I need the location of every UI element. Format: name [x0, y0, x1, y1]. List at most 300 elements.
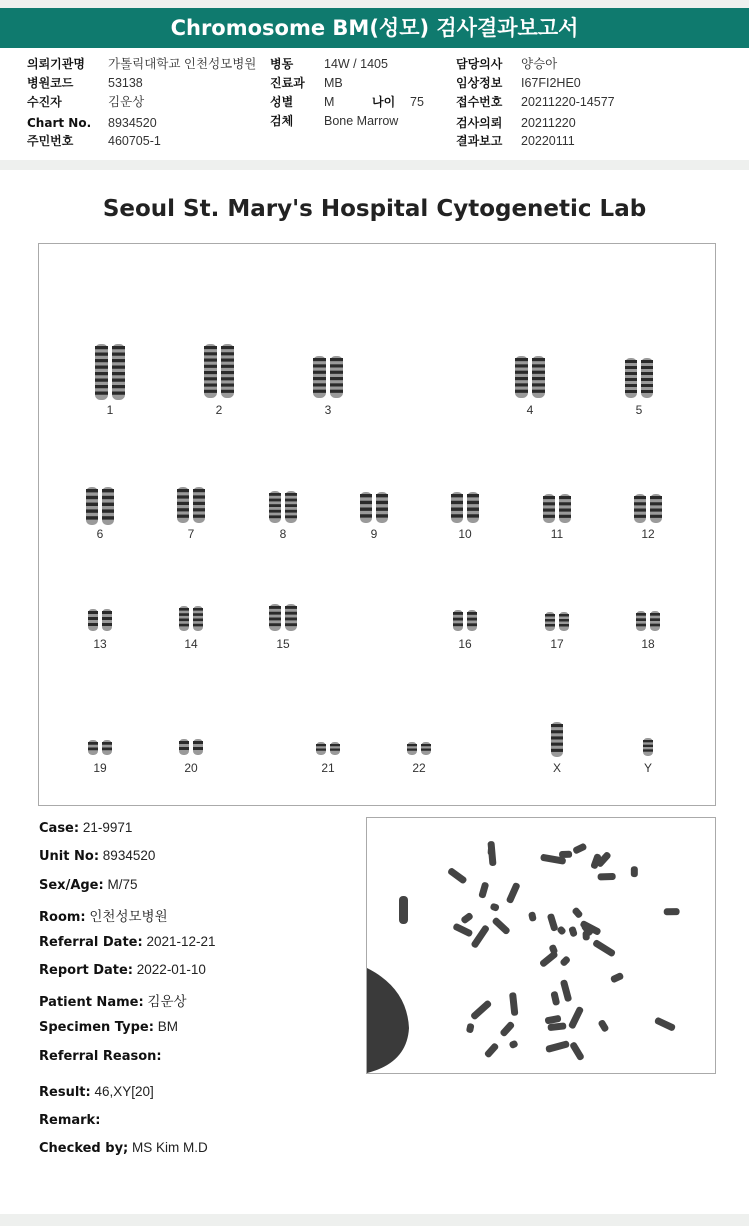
chromosome-band	[204, 371, 217, 374]
chromosome-band	[193, 495, 205, 498]
checked-by-value: MS Kim M.D	[132, 1140, 208, 1155]
chromosome-band	[269, 612, 281, 615]
result-value: 46,XY[20]	[94, 1084, 154, 1099]
chromosome-band	[559, 619, 569, 622]
info-value-department: MB	[324, 76, 343, 90]
metaphase-chromosome	[631, 866, 638, 877]
metaphase-chromosome	[470, 924, 490, 949]
karyogram-panel	[38, 243, 716, 806]
chromosome-pair-5	[625, 358, 653, 417]
chromosome-band	[86, 516, 98, 519]
chromosome-band	[376, 508, 388, 511]
metaphase-chromosome	[487, 846, 495, 856]
chromosome-label: 21	[321, 761, 335, 775]
chromosome-band	[285, 504, 297, 507]
chromosome-band	[88, 611, 98, 614]
chromosome-band	[221, 390, 234, 393]
chromosome-band	[102, 496, 114, 499]
metaphase-chromosome	[506, 882, 521, 904]
report-date-label: Report Date:	[39, 963, 134, 978]
chromosome-band	[193, 747, 203, 750]
chromosome-band	[313, 377, 326, 380]
chromosome-band	[313, 371, 326, 374]
chromosome-band	[112, 392, 125, 395]
metaphase-chromosome	[559, 955, 571, 967]
chromosome-pair-11	[543, 494, 571, 541]
chromosome-band	[193, 741, 203, 744]
chromosome-band	[451, 501, 463, 504]
chromosome-band	[285, 623, 297, 626]
chromosome-band	[543, 502, 555, 505]
chromosome-pair-10	[451, 492, 479, 541]
metaphase-chromosome	[491, 916, 511, 935]
chromosome-band	[625, 378, 637, 381]
chromosome-band	[330, 383, 343, 386]
chromosome-band	[95, 372, 108, 375]
chromosome-pair-1	[95, 344, 125, 417]
lab-title: Seoul St. Mary's Hospital Cytogenetic Lab	[102, 196, 647, 222]
chromosome-band	[221, 365, 234, 368]
chromosome-band	[95, 359, 108, 362]
metaphase-chromosome	[547, 913, 559, 932]
info-label-chart-no: Chart No.	[27, 116, 92, 130]
chromosome-pair-X	[551, 722, 563, 775]
chromosome-band	[360, 514, 372, 517]
metaphase-chromosome	[447, 867, 468, 885]
chromosome-band	[451, 508, 463, 511]
chromosome-band	[376, 501, 388, 504]
info-label-specimen: 검체	[270, 114, 294, 128]
chromosome-band	[193, 624, 203, 627]
chromosome-band	[285, 493, 297, 496]
metaphase-chromosome	[568, 1006, 584, 1030]
info-label-physician: 담당의사	[456, 57, 503, 71]
chromosome-band	[643, 745, 653, 747]
referral-reason-label: Referral Reason:	[39, 1049, 162, 1064]
chromosome-band	[95, 346, 108, 349]
chromosome-pair-14	[179, 606, 203, 651]
chromosome-band	[179, 613, 189, 616]
chromosome-band	[650, 613, 660, 616]
case-row-unit	[39, 848, 155, 864]
chromosome-label: 7	[187, 527, 195, 541]
chromosome-band	[86, 496, 98, 499]
checked-by-label: Checked by;	[39, 1141, 129, 1156]
chromosome-band	[467, 494, 479, 497]
metaphase-chromosome	[452, 922, 473, 937]
chromosome-band	[634, 509, 646, 512]
chromosome-label: 4	[526, 403, 534, 417]
chromosome-pair-22	[407, 742, 431, 775]
chromosome-band	[193, 613, 203, 616]
chromosome-band	[650, 515, 662, 518]
chromosome-band	[102, 516, 114, 519]
chromosome-label: 6	[96, 527, 104, 541]
chromosome-band	[313, 383, 326, 386]
chromosome-band	[269, 510, 281, 513]
chromosome-band	[634, 502, 646, 505]
info-value-physician: 양승아	[521, 57, 558, 71]
chromosome-band	[179, 608, 189, 611]
chromosome-band	[112, 359, 125, 362]
chromosome-band	[177, 489, 189, 492]
chromosome-band	[285, 618, 297, 621]
chromosome-band	[102, 623, 112, 626]
chromosome-band	[451, 494, 463, 497]
result-label: Result:	[39, 1085, 91, 1100]
info-value-receipt-no: 20211220-14577	[521, 95, 615, 109]
chromosome-band	[269, 606, 281, 609]
metaphase-chromosome	[583, 931, 590, 941]
chromosome-band	[467, 618, 477, 621]
chromosome-band	[221, 352, 234, 355]
chromosome-band	[467, 508, 479, 511]
metaphase-chromosome	[484, 1042, 500, 1059]
chromosome-band	[102, 617, 112, 620]
chromosome-band	[102, 509, 114, 512]
info-label-ward: 병동	[270, 57, 294, 71]
chromosome-band	[625, 366, 637, 369]
info-label-receipt-no: 접수번호	[456, 95, 503, 109]
chromosome-label: 20	[184, 761, 198, 775]
metaphase-chromosome	[466, 1023, 475, 1034]
info-value-resident-no: 460705-1	[108, 134, 161, 148]
chromosome-pair-20	[179, 739, 203, 775]
chromosome-pair-16	[453, 610, 477, 651]
chromosome-band	[360, 494, 372, 497]
chromosome-band	[625, 372, 637, 375]
chromosome-band	[269, 623, 281, 626]
chromosome-band	[112, 379, 125, 382]
referral-date-label: Referral Date:	[39, 935, 143, 950]
chromosome-label: 8	[279, 527, 287, 541]
chromosome-band	[204, 390, 217, 393]
case-row-remark	[39, 1112, 100, 1128]
chromosome-band	[532, 358, 545, 361]
metaphase-chromosome	[528, 911, 537, 922]
chromosome-band	[86, 489, 98, 492]
chromosome-band	[221, 346, 234, 349]
chromosome-band	[269, 515, 281, 518]
chromosome-label: 19	[93, 761, 107, 775]
case-row-report-date	[39, 962, 206, 978]
chromosome-band	[95, 366, 108, 369]
specimen-type-label: Specimen Type:	[39, 1020, 154, 1035]
chromosome-pair-Y	[643, 738, 653, 775]
info-value-institution: 가톨릭대학교 인천성모병원	[108, 57, 257, 71]
chromosome-band	[360, 508, 372, 511]
unit-label: Unit No:	[39, 849, 100, 864]
metaphase-chromosome	[478, 881, 489, 898]
chromosome-label: 14	[184, 637, 198, 651]
chromosome-label: 5	[635, 403, 643, 417]
chromosome-band	[360, 501, 372, 504]
chromosome-pair-21	[316, 742, 340, 775]
report-title-bar	[0, 8, 749, 48]
section-separator	[0, 160, 749, 170]
chromosome-label: 1	[106, 403, 114, 417]
info-value-sex: M	[324, 95, 335, 109]
chromosome-band	[285, 515, 297, 518]
chromosome-band	[636, 613, 646, 616]
metaphase-image	[367, 818, 715, 1073]
chromosome-band	[86, 509, 98, 512]
chromosome-band	[316, 744, 326, 746]
info-value-ward: 14W / 1405	[324, 57, 388, 71]
chromosome-band	[204, 346, 217, 349]
chromosome-band	[625, 390, 637, 393]
info-value-report-date: 20220111	[521, 134, 575, 148]
chromosome-band	[559, 624, 569, 627]
metaphase-chromosome	[559, 851, 572, 858]
referral-date-value: 2021-12-21	[146, 934, 216, 949]
chromosome-band	[112, 353, 125, 356]
metaphase-chromosome	[509, 992, 518, 1016]
chromosome-band	[193, 619, 203, 622]
chromosome-band	[650, 624, 660, 627]
chromosome-band	[421, 749, 431, 751]
case-row-result	[39, 1084, 154, 1100]
chromosome-band	[467, 623, 477, 626]
info-label-request-date: 검사의뢰	[456, 116, 503, 130]
chromosome-band	[112, 385, 125, 388]
chromosome-label: Y	[643, 761, 653, 775]
info-value-clinical-info: I67FI2HE0	[521, 76, 581, 90]
patient-info	[0, 50, 749, 168]
chromosome-label: 11	[550, 527, 564, 541]
chromosome-band	[451, 514, 463, 517]
info-value-specimen: Bone Marrow	[324, 114, 399, 128]
chromosome-band	[95, 392, 108, 395]
chromosome-band	[193, 489, 205, 492]
chromosome-band	[515, 371, 528, 374]
chromosome-band	[515, 377, 528, 380]
chromosome-band	[204, 384, 217, 387]
chromosome-band	[112, 346, 125, 349]
metaphase-chromosome	[597, 873, 615, 881]
chromosome-band	[634, 515, 646, 518]
chromosome-band	[177, 495, 189, 498]
chromosome-band	[634, 496, 646, 499]
chromosome-band	[543, 509, 555, 512]
chromosome-label: 9	[370, 527, 378, 541]
chromosome-band	[551, 743, 563, 746]
chromosome-band	[193, 508, 205, 511]
chromosome-pair-4	[515, 356, 545, 417]
chromosome-band	[641, 372, 653, 375]
chromosome-band	[407, 749, 417, 751]
chromosome-band	[330, 390, 343, 393]
chromosome-band	[330, 364, 343, 367]
info-label-patient: 수진자	[27, 95, 62, 109]
info-label-institution: 의뢰기관명	[27, 57, 85, 71]
chromosome-label: 16	[458, 637, 472, 651]
chromosome-band	[650, 509, 662, 512]
chromosome-band	[285, 612, 297, 615]
chromosome-label: 18	[641, 637, 655, 651]
chromosome-band	[204, 377, 217, 380]
karyogram-image	[39, 244, 715, 805]
chromosome-pair-13	[88, 609, 112, 651]
remark-label: Remark:	[39, 1113, 101, 1128]
metaphase-chromosome	[470, 999, 493, 1020]
chromosome-pair-8	[269, 491, 297, 541]
info-label-age: 나이	[372, 95, 396, 109]
chromosome-band	[641, 384, 653, 387]
chromosome-band	[545, 619, 555, 622]
chromosome-pair-18	[636, 611, 660, 651]
metaphase-chromosome	[571, 906, 583, 919]
chromosome-band	[545, 614, 555, 617]
chromosome-band	[636, 624, 646, 627]
chromosome-band	[551, 730, 563, 733]
chromosome-band	[407, 744, 417, 746]
info-label-sex: 성별	[270, 95, 294, 109]
chromosome-band	[177, 508, 189, 511]
chromosome-band	[179, 624, 189, 627]
metaphase-chromosome	[572, 842, 587, 854]
chromosome-band	[559, 496, 571, 499]
metaphase-chromosome	[556, 925, 567, 936]
chromosome-band	[515, 390, 528, 393]
chromosome-band	[204, 352, 217, 355]
metaphase-chromosome	[568, 926, 578, 938]
chromosome-pair-12	[634, 494, 662, 541]
chromosome-band	[467, 612, 477, 615]
chromosome-band	[285, 510, 297, 513]
chromosome-band	[551, 736, 563, 739]
chromosome-band	[641, 390, 653, 393]
metaphase-panel	[366, 817, 716, 1074]
metaphase-chromosome	[664, 908, 680, 915]
chromosome-band	[88, 748, 98, 751]
case-row-room	[39, 905, 168, 925]
info-label-clinical-info: 임상정보	[456, 76, 503, 90]
info-value-request-date: 20211220	[521, 116, 576, 130]
patient-name-value: 김운상	[147, 994, 187, 1009]
chromosome-band	[177, 502, 189, 505]
report-title: Chromosome BM(성모) 검사결과보고서	[170, 16, 579, 40]
metaphase-chromosome	[610, 972, 625, 984]
chromosome-band	[179, 747, 189, 750]
bottom-strip	[0, 1214, 749, 1226]
chromosome-band	[559, 509, 571, 512]
chromosome-band	[221, 371, 234, 374]
chromosome-band	[285, 499, 297, 502]
chromosome-band	[102, 611, 112, 614]
case-row-sex-age	[39, 877, 137, 893]
chromosome-band	[330, 749, 340, 751]
chromosome-band	[636, 618, 646, 621]
chromosome-band	[532, 390, 545, 393]
chromosome-pair-15	[269, 604, 297, 651]
chromosome-band	[193, 608, 203, 611]
chromosome-band	[269, 499, 281, 502]
chromosome-band	[95, 385, 108, 388]
metaphase-chromosome	[539, 950, 559, 968]
chromosome-pair-6	[86, 487, 114, 541]
chromosome-band	[625, 384, 637, 387]
chromosome-label: 12	[641, 527, 655, 541]
chromosome-band	[641, 378, 653, 381]
chromosome-band	[467, 501, 479, 504]
info-label-hospital-code: 병원코드	[27, 76, 74, 90]
chromosome-band	[559, 614, 569, 617]
chromosome-label: 17	[550, 637, 564, 651]
chromosome-label: 3	[324, 403, 332, 417]
metaphase-chromosome	[399, 896, 408, 924]
chromosome-band	[313, 390, 326, 393]
metaphase-chromosome	[545, 1040, 570, 1053]
chromosome-band	[650, 496, 662, 499]
chromosome-band	[515, 383, 528, 386]
chromosome-band	[467, 514, 479, 517]
chromosome-band	[221, 359, 234, 362]
chromosome-band	[86, 503, 98, 506]
chromosome-band	[330, 377, 343, 380]
metaphase-chromosome	[499, 1021, 515, 1038]
case-row-patient-name	[39, 990, 187, 1010]
chromosome-band	[650, 502, 662, 505]
chromosome-band	[559, 502, 571, 505]
info-label-report-date: 결과보고	[456, 134, 503, 148]
chromosome-label: 13	[93, 637, 107, 651]
chromosome-band	[543, 496, 555, 499]
chromosome-band	[177, 515, 189, 518]
chromosome-band	[543, 515, 555, 518]
case-row-referral-reason	[39, 1048, 162, 1064]
info-label-department: 진료과	[270, 76, 305, 90]
chromosome-label: X	[552, 761, 562, 775]
chromosome-pair-9	[360, 492, 388, 541]
chromosome-band	[641, 366, 653, 369]
chromosome-band	[313, 364, 326, 367]
chromosome-band	[269, 618, 281, 621]
chromosome-band	[330, 371, 343, 374]
metaphase-chromosome	[560, 979, 572, 1002]
case-label: Case:	[39, 821, 80, 836]
report-date-value: 2022-01-10	[136, 962, 206, 977]
chromosome-band	[179, 741, 189, 744]
chromosome-band	[421, 744, 431, 746]
chromosome-band	[102, 742, 112, 745]
chromosome-band	[551, 749, 563, 752]
chromosome-band	[515, 364, 528, 367]
metaphase-chromosome	[550, 991, 560, 1006]
case-row-checked-by	[39, 1140, 208, 1156]
chromosome-pair-17	[545, 612, 569, 651]
chromosome-label: 15	[276, 637, 290, 651]
chromosome-band	[532, 383, 545, 386]
chromosome-band	[204, 359, 217, 362]
case-row-case	[39, 820, 132, 836]
case-row-referral-date	[39, 934, 216, 950]
chromosome-band	[559, 515, 571, 518]
chromosome-band	[102, 503, 114, 506]
chromosome-band	[88, 623, 98, 626]
chromosome-band	[551, 724, 563, 727]
chromosome-band	[330, 744, 340, 746]
case-row-specimen-type	[39, 1019, 178, 1035]
chromosome-band	[316, 749, 326, 751]
info-label-resident-no: 주민번호	[27, 134, 74, 148]
metaphase-chromosome	[597, 1019, 609, 1033]
room-value: 인천성모병원	[89, 909, 168, 924]
info-value-age: 75	[410, 95, 424, 109]
chromosome-band	[376, 494, 388, 497]
chromosome-band	[193, 515, 205, 518]
interphase-nucleus	[367, 968, 409, 1073]
